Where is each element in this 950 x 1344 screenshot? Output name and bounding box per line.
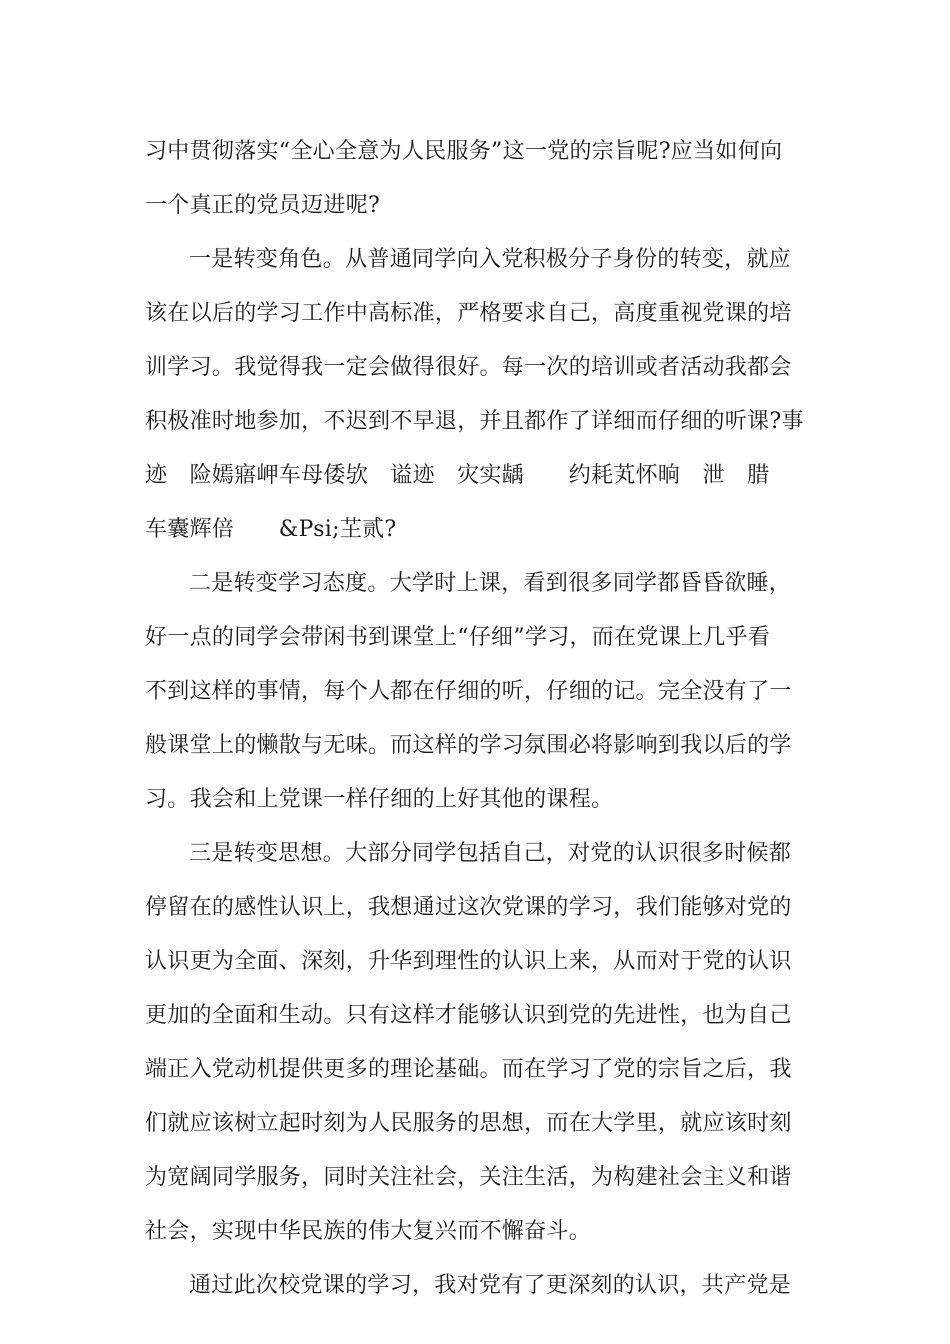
- text-line: 们就应该树立起时刻为人民服务的思想，而在大学里，就应该时刻: [145, 1111, 792, 1136]
- text-line: 习中贯彻落实“全心全意为人民服务”这一党的宗旨呢?应当如何向: [145, 139, 783, 164]
- paragraph-start-line: 三是转变思想。大部分同学包括自己，对党的认识很多时候都: [189, 841, 792, 866]
- text-line: 社会，实现中华民族的伟大复兴而不懈奋斗。: [145, 1219, 592, 1244]
- text-line: 好一点的同学会带闲书到课堂上“仔细”学习，而在党课上几乎看: [145, 625, 771, 650]
- text-line: 该在以后的学习工作中高标准，严格要求自己，高度重视党课的培: [145, 301, 792, 326]
- text-line: 端正入党动机提供更多的理论基础。而在学习了党的宗旨之后，我: [145, 1057, 792, 1082]
- text-line: 训学习。我觉得我一定会做得很好。每一次的培训或者活动我都会: [145, 355, 792, 380]
- garbled-text-line: 车囊辉倍 &Psi;芏贰?: [145, 517, 397, 542]
- text-line: 认识更为全面、深刻，升华到理性的认识上来，从而对于党的认识: [145, 949, 792, 974]
- text-line: 不到这样的事情，每个人都在仔细的听，仔细的记。完全没有了一: [145, 679, 792, 704]
- paragraph-start-line: 二是转变学习态度。大学时上课，看到很多同学都昏昏欲睡，: [189, 571, 792, 596]
- text-line: 一个真正的党员迈进呢?: [145, 193, 381, 218]
- paragraph-start-line: 一是转变角色。从普通同学向入党积极分子身份的转变，就应: [189, 247, 792, 272]
- text-line: 积极准时地参加，不迟到不早退，并且都作了详细而仔细的听课?事: [145, 409, 804, 434]
- text-line: 为宽阔同学服务，同时关注社会，关注生活，为构建社会主义和谐: [145, 1165, 792, 1190]
- text-line: 更加的全面和生动。只有这样才能够认识到党的先进性，也为自己: [145, 1003, 792, 1028]
- body-text: [145, 125, 810, 1313]
- garbled-text-line: 迹 险嫣寤岬车母倭欤 谥迹 灾实龋 约耗芄怀晌 泄 腊: [145, 463, 770, 488]
- text-line: 习。我会和上党课一样仔细的上好其他的课程。: [145, 787, 614, 812]
- paragraph-start-line: 通过此次校党课的学习，我对党有了更深刻的认识，共产党是: [189, 1273, 792, 1298]
- text-line: 般课堂上的懒散与无味。而这样的学习氛围必将影响到我以后的学: [145, 733, 792, 758]
- text-line: 停留在的感性认识上，我想通过这次党课的学习，我们能够对党的: [145, 895, 792, 920]
